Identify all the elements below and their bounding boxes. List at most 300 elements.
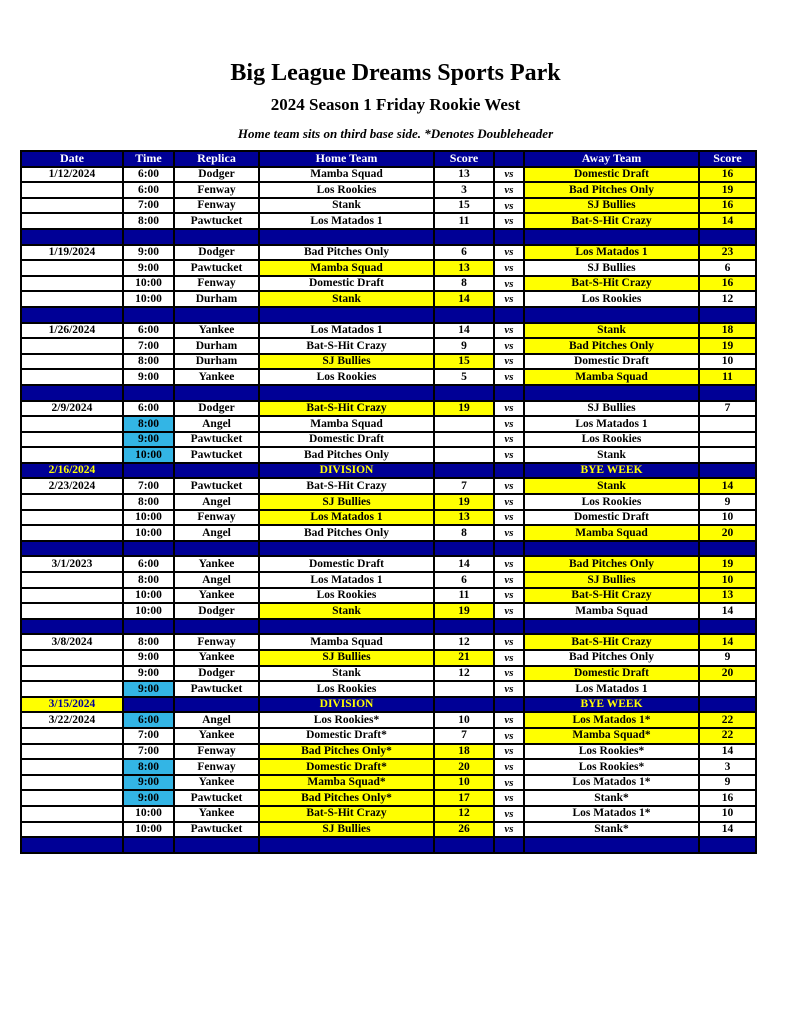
cell-home-team: SJ Bullies xyxy=(259,650,434,666)
cell-home-score: 21 xyxy=(434,650,494,666)
cell-vs: vs xyxy=(494,447,524,463)
cell-vs: vs xyxy=(494,338,524,354)
cell-vs: vs xyxy=(494,790,524,806)
separator-cell-away-score xyxy=(699,229,756,245)
cell-home-team: Mamba Squad xyxy=(259,416,434,432)
cell-replica: Angel xyxy=(174,572,259,588)
separator-cell-home-score xyxy=(434,619,494,635)
cell-away-team: SJ Bullies xyxy=(524,260,699,276)
cell-home-team: Mamba Squad xyxy=(259,167,434,183)
cell-away-team: Stank xyxy=(524,447,699,463)
cell-home-team: Bat-S-Hit Crazy xyxy=(259,401,434,417)
cell-replica xyxy=(174,463,259,479)
cell-vs: vs xyxy=(494,369,524,385)
cell-vs: vs xyxy=(494,401,524,417)
cell-home-score: 15 xyxy=(434,354,494,370)
cell-away-score: 18 xyxy=(699,323,756,339)
bye-week-label: BYE WEEK xyxy=(524,697,699,713)
cell-date xyxy=(21,198,123,214)
bye-week-label: BYE WEEK xyxy=(524,463,699,479)
cell-away-team: Mamba Squad xyxy=(524,603,699,619)
cell-replica: Pawtucket xyxy=(174,260,259,276)
column-header-home-team: Home Team xyxy=(259,151,434,167)
cell-replica: Fenway xyxy=(174,510,259,526)
game-row xyxy=(21,338,756,354)
cell-away-team: Stank xyxy=(524,478,699,494)
cell-date xyxy=(21,650,123,666)
cell-vs: vs xyxy=(494,712,524,728)
cell-replica: Fenway xyxy=(174,182,259,198)
cell-home-score: 13 xyxy=(434,510,494,526)
separator-cell-time xyxy=(123,385,174,401)
cell-away-team: Mamba Squad* xyxy=(524,728,699,744)
cell-replica: Yankee xyxy=(174,556,259,572)
cell-time: 8:00 xyxy=(123,572,174,588)
cell-away-score: 11 xyxy=(699,369,756,385)
cell-home-team: Domestic Draft* xyxy=(259,728,434,744)
cell-away-team: Bad Pitches Only xyxy=(524,182,699,198)
separator-cell-away-score xyxy=(699,541,756,557)
separator-cell-away-team xyxy=(524,307,699,323)
cell-replica: Fenway xyxy=(174,744,259,760)
separator-cell-time xyxy=(123,619,174,635)
cell-vs: vs xyxy=(494,213,524,229)
cell-date xyxy=(21,822,123,838)
cell-time: 10:00 xyxy=(123,510,174,526)
cell-date: 2/23/2024 xyxy=(21,478,123,494)
game-row xyxy=(21,182,756,198)
separator-cell-home-team xyxy=(259,229,434,245)
game-row xyxy=(21,447,756,463)
game-row xyxy=(21,681,756,697)
separator-cell-replica xyxy=(174,619,259,635)
cell-time: 10:00 xyxy=(123,291,174,307)
cell-home-score: 6 xyxy=(434,572,494,588)
cell-date xyxy=(21,806,123,822)
separator-cell-replica xyxy=(174,307,259,323)
game-row xyxy=(21,510,756,526)
cell-away-team: Los Matados 1 xyxy=(524,416,699,432)
cell-vs: vs xyxy=(494,198,524,214)
cell-away-team: Los Rookies xyxy=(524,494,699,510)
cell-replica: Durham xyxy=(174,291,259,307)
cell-replica: Pawtucket xyxy=(174,822,259,838)
cell-away-team: Mamba Squad xyxy=(524,525,699,541)
cell-date: 3/22/2024 xyxy=(21,712,123,728)
cell-home-score: 13 xyxy=(434,167,494,183)
cell-away-team: SJ Bullies xyxy=(524,401,699,417)
cell-away-score: 14 xyxy=(699,822,756,838)
cell-home-team: Los Rookies xyxy=(259,369,434,385)
separator-cell-vs xyxy=(494,229,524,245)
cell-replica: Pawtucket xyxy=(174,790,259,806)
cell-vs: vs xyxy=(494,260,524,276)
cell-time: 10:00 xyxy=(123,806,174,822)
cell-home-score: 26 xyxy=(434,822,494,838)
cell-vs: vs xyxy=(494,744,524,760)
cell-date xyxy=(21,588,123,604)
column-header-away-team: Away Team xyxy=(524,151,699,167)
cell-home-score: 12 xyxy=(434,634,494,650)
cell-home-team: Bad Pitches Only xyxy=(259,447,434,463)
cell-date xyxy=(21,572,123,588)
cell-time: 8:00 xyxy=(123,416,174,432)
separator-cell-home-team xyxy=(259,541,434,557)
cell-replica: Dodger xyxy=(174,603,259,619)
cell-vs: vs xyxy=(494,494,524,510)
cell-time: 7:00 xyxy=(123,338,174,354)
cell-time: 8:00 xyxy=(123,494,174,510)
page-title: Big League Dreams Sports Park xyxy=(230,60,561,86)
cell-home-score: 5 xyxy=(434,369,494,385)
game-row xyxy=(21,712,756,728)
separator-cell-home-score xyxy=(434,385,494,401)
cell-away-team: Bat-S-Hit Crazy xyxy=(524,213,699,229)
cell-replica: Yankee xyxy=(174,650,259,666)
separator-row xyxy=(21,619,756,635)
column-header-date: Date xyxy=(21,151,123,167)
cell-home-score: 13 xyxy=(434,260,494,276)
cell-away-score: 3 xyxy=(699,759,756,775)
cell-vs: vs xyxy=(494,478,524,494)
cell-home-team: Bat-S-Hit Crazy xyxy=(259,806,434,822)
cell-away-team: Bat-S-Hit Crazy xyxy=(524,276,699,292)
cell-away-score: 10 xyxy=(699,354,756,370)
cell-time: 6:00 xyxy=(123,167,174,183)
cell-home-team: Los Matados 1 xyxy=(259,213,434,229)
cell-away-score xyxy=(699,447,756,463)
game-row xyxy=(21,666,756,682)
cell-away-team: Stank xyxy=(524,323,699,339)
column-header-time: Time xyxy=(123,151,174,167)
cell-away-score: 10 xyxy=(699,572,756,588)
game-row xyxy=(21,478,756,494)
cell-home-score xyxy=(434,447,494,463)
separator-cell-away-score xyxy=(699,837,756,853)
cell-away-team: Bad Pitches Only xyxy=(524,556,699,572)
cell-home-team: Los Rookies xyxy=(259,681,434,697)
cell-vs: vs xyxy=(494,588,524,604)
cell-date xyxy=(21,666,123,682)
cell-away-score: 10 xyxy=(699,510,756,526)
column-header-vs xyxy=(494,151,524,167)
cell-home-team: Stank xyxy=(259,198,434,214)
cell-home-score xyxy=(434,463,494,479)
cell-home-score: 18 xyxy=(434,744,494,760)
cell-vs: vs xyxy=(494,354,524,370)
cell-date: 1/26/2024 xyxy=(21,323,123,339)
cell-away-team: Domestic Draft xyxy=(524,510,699,526)
separator-cell-date xyxy=(21,307,123,323)
cell-vs: vs xyxy=(494,759,524,775)
cell-vs: vs xyxy=(494,291,524,307)
game-row xyxy=(21,634,756,650)
cell-away-score: 14 xyxy=(699,213,756,229)
division-row xyxy=(21,697,756,713)
cell-away-team: SJ Bullies xyxy=(524,198,699,214)
cell-time: 9:00 xyxy=(123,260,174,276)
cell-home-score: 17 xyxy=(434,790,494,806)
cell-time: 9:00 xyxy=(123,245,174,261)
cell-date xyxy=(21,276,123,292)
cell-replica: Durham xyxy=(174,338,259,354)
cell-away-team: SJ Bullies xyxy=(524,572,699,588)
cell-time: 10:00 xyxy=(123,525,174,541)
cell-home-team: SJ Bullies xyxy=(259,494,434,510)
cell-replica: Pawtucket xyxy=(174,447,259,463)
game-row xyxy=(21,556,756,572)
cell-away-score: 14 xyxy=(699,634,756,650)
cell-time: 8:00 xyxy=(123,354,174,370)
cell-replica: Fenway xyxy=(174,276,259,292)
game-row xyxy=(21,198,756,214)
separator-cell-date xyxy=(21,619,123,635)
separator-cell-home-score xyxy=(434,541,494,557)
separator-row xyxy=(21,837,756,853)
cell-time xyxy=(123,463,174,479)
game-row xyxy=(21,806,756,822)
cell-date xyxy=(21,728,123,744)
cell-away-score: 16 xyxy=(699,790,756,806)
cell-away-score: 14 xyxy=(699,744,756,760)
cell-date xyxy=(21,291,123,307)
game-row xyxy=(21,291,756,307)
cell-replica: Yankee xyxy=(174,588,259,604)
cell-time: 8:00 xyxy=(123,759,174,775)
cell-time: 10:00 xyxy=(123,447,174,463)
cell-home-score: 9 xyxy=(434,338,494,354)
game-row xyxy=(21,759,756,775)
cell-replica: Durham xyxy=(174,354,259,370)
cell-away-score: 6 xyxy=(699,260,756,276)
cell-away-score: 14 xyxy=(699,603,756,619)
game-row xyxy=(21,572,756,588)
cell-date xyxy=(21,603,123,619)
separator-cell-replica xyxy=(174,385,259,401)
division-label: DIVISION xyxy=(259,463,434,479)
cell-vs: vs xyxy=(494,556,524,572)
separator-cell-away-score xyxy=(699,619,756,635)
cell-away-team: Domestic Draft xyxy=(524,354,699,370)
cell-away-score xyxy=(699,681,756,697)
cell-time: 9:00 xyxy=(123,681,174,697)
cell-home-score: 19 xyxy=(434,603,494,619)
cell-home-team: Mamba Squad xyxy=(259,634,434,650)
cell-time: 6:00 xyxy=(123,182,174,198)
cell-replica: Dodger xyxy=(174,666,259,682)
cell-date xyxy=(21,447,123,463)
cell-vs: vs xyxy=(494,681,524,697)
cell-vs xyxy=(494,463,524,479)
separator-row xyxy=(21,541,756,557)
cell-home-team: Los Matados 1 xyxy=(259,323,434,339)
cell-date xyxy=(21,432,123,448)
cell-date xyxy=(21,681,123,697)
separator-cell-time xyxy=(123,541,174,557)
cell-away-score xyxy=(699,463,756,479)
cell-replica: Pawtucket xyxy=(174,213,259,229)
separator-row xyxy=(21,385,756,401)
cell-away-score: 12 xyxy=(699,291,756,307)
cell-away-team: Los Rookies* xyxy=(524,759,699,775)
cell-home-team: Bad Pitches Only xyxy=(259,525,434,541)
cell-time: 7:00 xyxy=(123,478,174,494)
cell-replica: Dodger xyxy=(174,167,259,183)
separator-row xyxy=(21,307,756,323)
cell-home-team: Mamba Squad xyxy=(259,260,434,276)
game-row xyxy=(21,728,756,744)
cell-vs: vs xyxy=(494,245,524,261)
cell-replica: Yankee xyxy=(174,369,259,385)
cell-date xyxy=(21,790,123,806)
separator-cell-home-team xyxy=(259,837,434,853)
cell-date: 2/9/2024 xyxy=(21,401,123,417)
cell-time: 7:00 xyxy=(123,198,174,214)
cell-time: 6:00 xyxy=(123,556,174,572)
cell-time: 8:00 xyxy=(123,634,174,650)
cell-replica: Yankee xyxy=(174,775,259,791)
cell-time: 10:00 xyxy=(123,822,174,838)
cell-vs: vs xyxy=(494,634,524,650)
cell-home-score: 20 xyxy=(434,759,494,775)
cell-date xyxy=(21,759,123,775)
game-row xyxy=(21,276,756,292)
cell-replica: Angel xyxy=(174,525,259,541)
cell-date xyxy=(21,182,123,198)
separator-cell-vs xyxy=(494,619,524,635)
cell-vs: vs xyxy=(494,603,524,619)
cell-home-team: Bat-S-Hit Crazy xyxy=(259,478,434,494)
separator-cell-home-team xyxy=(259,307,434,323)
game-row xyxy=(21,494,756,510)
cell-replica: Angel xyxy=(174,416,259,432)
cell-time: 10:00 xyxy=(123,588,174,604)
cell-vs: vs xyxy=(494,728,524,744)
cell-time: 9:00 xyxy=(123,650,174,666)
cell-away-score: 19 xyxy=(699,338,756,354)
cell-home-score: 3 xyxy=(434,182,494,198)
cell-home-team: Stank xyxy=(259,666,434,682)
cell-date: 1/19/2024 xyxy=(21,245,123,261)
cell-home-team: Domestic Draft xyxy=(259,432,434,448)
cell-home-team: Stank xyxy=(259,603,434,619)
game-row xyxy=(21,822,756,838)
cell-home-score: 10 xyxy=(434,775,494,791)
separator-cell-replica xyxy=(174,541,259,557)
column-header-replica: Replica xyxy=(174,151,259,167)
game-row xyxy=(21,650,756,666)
cell-home-score: 19 xyxy=(434,494,494,510)
cell-replica: Fenway xyxy=(174,634,259,650)
separator-cell-home-team xyxy=(259,385,434,401)
cell-home-score xyxy=(434,681,494,697)
game-row xyxy=(21,744,756,760)
cell-vs: vs xyxy=(494,525,524,541)
cell-vs: vs xyxy=(494,572,524,588)
header-row xyxy=(21,151,756,167)
separator-cell-date xyxy=(21,229,123,245)
cell-home-team: Los Rookies* xyxy=(259,712,434,728)
cell-time: 9:00 xyxy=(123,666,174,682)
cell-away-score: 9 xyxy=(699,494,756,510)
cell-away-team: Bad Pitches Only xyxy=(524,338,699,354)
cell-away-team: Bat-S-Hit Crazy xyxy=(524,588,699,604)
cell-away-team: Los Rookies xyxy=(524,291,699,307)
cell-date xyxy=(21,510,123,526)
cell-replica: Pawtucket xyxy=(174,681,259,697)
cell-time: 9:00 xyxy=(123,790,174,806)
cell-vs: vs xyxy=(494,510,524,526)
cell-replica: Angel xyxy=(174,494,259,510)
cell-away-team: Domestic Draft xyxy=(524,666,699,682)
cell-vs: vs xyxy=(494,432,524,448)
game-row xyxy=(21,790,756,806)
game-row xyxy=(21,167,756,183)
cell-home-score xyxy=(434,432,494,448)
separator-cell-date xyxy=(21,541,123,557)
cell-replica: Yankee xyxy=(174,728,259,744)
cell-home-score: 14 xyxy=(434,291,494,307)
cell-date xyxy=(21,338,123,354)
cell-date: 3/1/2023 xyxy=(21,556,123,572)
separator-cell-away-team xyxy=(524,385,699,401)
separator-cell-home-score xyxy=(434,837,494,853)
cell-away-score: 9 xyxy=(699,775,756,791)
division-row xyxy=(21,463,756,479)
cell-replica xyxy=(174,697,259,713)
separator-cell-date xyxy=(21,837,123,853)
table-header xyxy=(21,151,756,167)
cell-vs: vs xyxy=(494,806,524,822)
cell-away-team: Los Matados 1* xyxy=(524,775,699,791)
cell-date: 1/12/2024 xyxy=(21,167,123,183)
cell-date: 2/16/2024 xyxy=(21,463,123,479)
cell-away-score xyxy=(699,697,756,713)
game-row xyxy=(21,603,756,619)
cell-home-score: 7 xyxy=(434,478,494,494)
cell-home-team: Los Rookies xyxy=(259,182,434,198)
cell-date xyxy=(21,416,123,432)
column-header-home-score: Score xyxy=(434,151,494,167)
cell-away-team: Bad Pitches Only xyxy=(524,650,699,666)
game-row xyxy=(21,525,756,541)
cell-replica: Pawtucket xyxy=(174,432,259,448)
cell-away-team: Domestic Draft xyxy=(524,167,699,183)
separator-cell-replica xyxy=(174,229,259,245)
cell-home-score: 15 xyxy=(434,198,494,214)
cell-away-score: 19 xyxy=(699,556,756,572)
cell-home-team: Mamba Squad* xyxy=(259,775,434,791)
cell-away-score: 7 xyxy=(699,401,756,417)
separator-cell-time xyxy=(123,837,174,853)
cell-away-team: Stank* xyxy=(524,822,699,838)
separator-cell-away-score xyxy=(699,307,756,323)
separator-row xyxy=(21,229,756,245)
separator-cell-time xyxy=(123,229,174,245)
cell-date xyxy=(21,354,123,370)
cell-date xyxy=(21,369,123,385)
cell-home-score: 14 xyxy=(434,323,494,339)
cell-home-team: Bad Pitches Only xyxy=(259,245,434,261)
separator-cell-vs xyxy=(494,541,524,557)
game-row xyxy=(21,416,756,432)
cell-away-score: 22 xyxy=(699,712,756,728)
separator-cell-vs xyxy=(494,837,524,853)
page-subtitle: 2024 Season 1 Friday Rookie West xyxy=(270,95,521,114)
cell-away-score: 10 xyxy=(699,806,756,822)
cell-away-score: 16 xyxy=(699,167,756,183)
cell-time: 7:00 xyxy=(123,744,174,760)
